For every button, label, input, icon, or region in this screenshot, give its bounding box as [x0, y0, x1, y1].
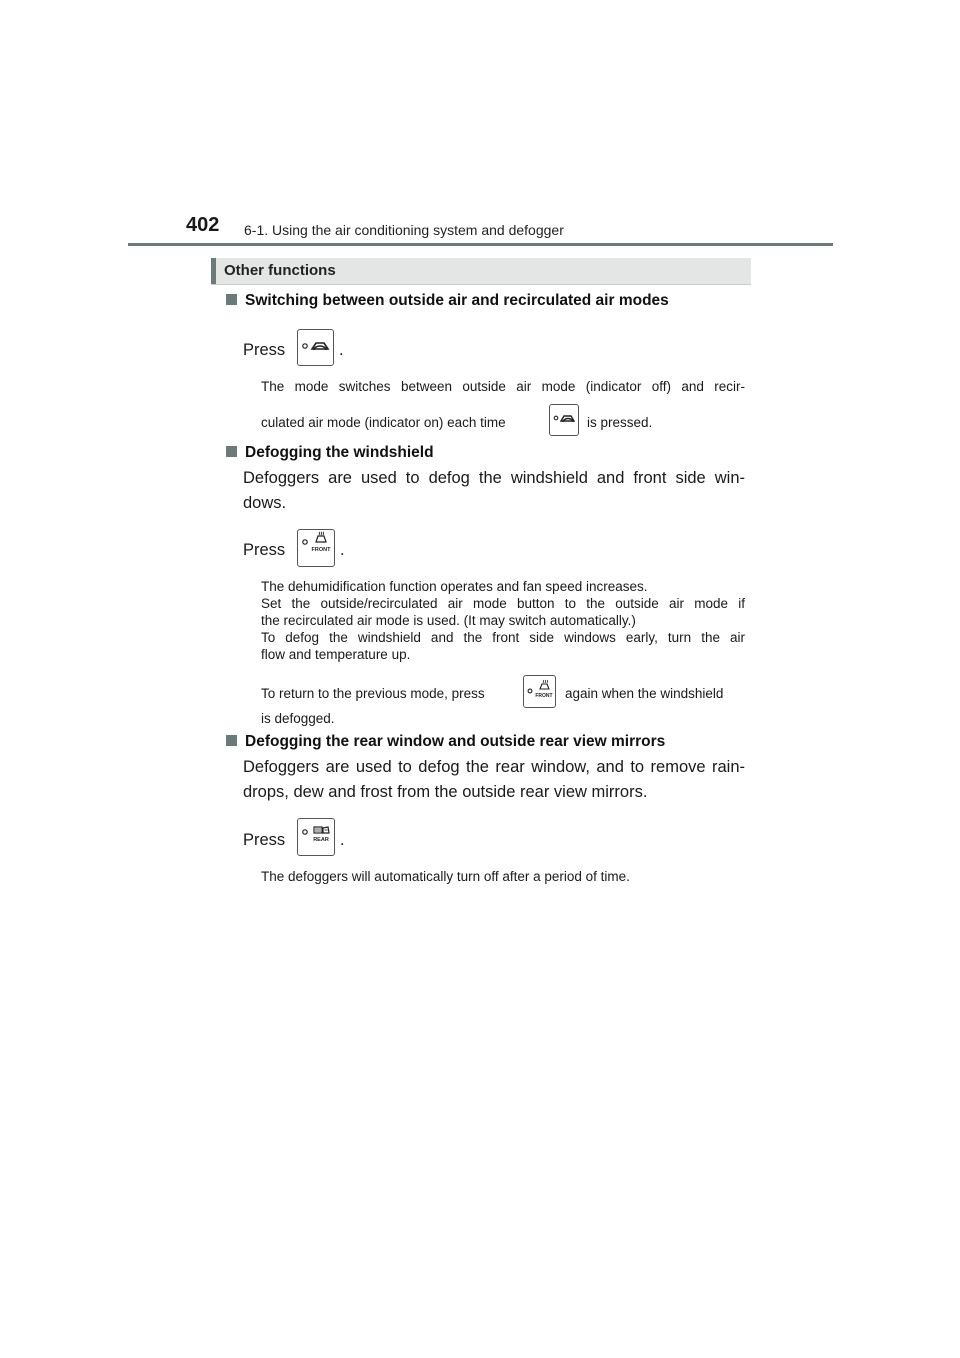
desc-rear-line1: Defoggers are used to defog the rear window, and to remove rain-: [243, 758, 745, 776]
section-accent: [211, 258, 216, 284]
section-header: [211, 258, 751, 285]
press-suffix-3: .: [340, 831, 345, 849]
front-defogger-button-icon-small: [523, 675, 556, 708]
section-title: Other functions: [224, 262, 336, 279]
press-line-1: [243, 338, 285, 363]
note-windshield-line2: Set the outside/recirculated air mode button to the outside air mode if: [261, 596, 745, 611]
desc-rear-line2: drops, dew and frost from the outside rear view mirrors.: [243, 783, 648, 801]
note-air-mode-line2a: culated air mode (indicator on) each time: [261, 415, 506, 430]
note-return-line2: is defogged.: [261, 711, 335, 726]
recirculate-button-icon-small: [549, 404, 579, 436]
note-windshield: [261, 578, 745, 663]
note-air-mode-line2b: is pressed.: [587, 415, 653, 430]
rear-defogger-button-icon: [297, 818, 335, 856]
rear-button-text: REAR: [313, 837, 329, 843]
recirculate-button-icon: [297, 329, 334, 366]
front-defogger-button-icon: [297, 529, 335, 567]
heading-windshield: [226, 444, 434, 462]
press-label: Press: [243, 541, 286, 559]
note-air-mode-line1: The mode switches between outside air mode (indicator off) and recir-: [261, 379, 745, 394]
note-windshield-line3: the recirculated air mode is used. (It may switch automatically.): [261, 613, 636, 628]
front-button-text: FRONT: [311, 547, 331, 553]
chapter-title: 6-1. Using the air conditioning system and defogger: [244, 222, 564, 238]
front-button-text-small: FRONT: [535, 693, 553, 699]
bullet-square-icon: [226, 294, 237, 305]
press-suffix-1: .: [339, 341, 344, 359]
heading-rear-window-text: Defogging the rear window and outside rear view mirrors: [245, 733, 666, 750]
heading-air-mode-text: Switching between outside air and recirculated air modes: [245, 292, 669, 309]
header-divider: [128, 243, 833, 246]
note-windshield-line4: To defog the windshield and the front side windows early, turn the air: [261, 630, 745, 645]
note-return-before: To return to the previous mode, press: [261, 686, 485, 701]
desc-windshield-line1: Defoggers are used to defog the windshield and front side win-: [243, 469, 745, 487]
bullet-square-icon: [226, 735, 237, 746]
press-line-2: [243, 538, 285, 563]
bullet-square-icon: [226, 446, 237, 457]
press-suffix-2: .: [340, 541, 345, 559]
press-label: Press: [243, 831, 286, 849]
note-windshield-line1: The dehumidification function operates and fan speed increases.: [261, 579, 648, 594]
page-number: 402: [186, 214, 220, 236]
heading-windshield-text: Defogging the windshield: [245, 444, 434, 461]
heading-rear-window: [226, 733, 665, 751]
heading-air-mode: [226, 292, 669, 310]
desc-windshield-line2: dows.: [243, 494, 287, 512]
note-rear: The defoggers will automatically turn off after a period of time.: [261, 869, 630, 884]
press-label: Press: [243, 341, 286, 359]
note-windshield-line5: flow and temperature up.: [261, 647, 411, 662]
press-line-3: [243, 828, 285, 853]
note-return-after: again when the windshield: [565, 686, 724, 701]
